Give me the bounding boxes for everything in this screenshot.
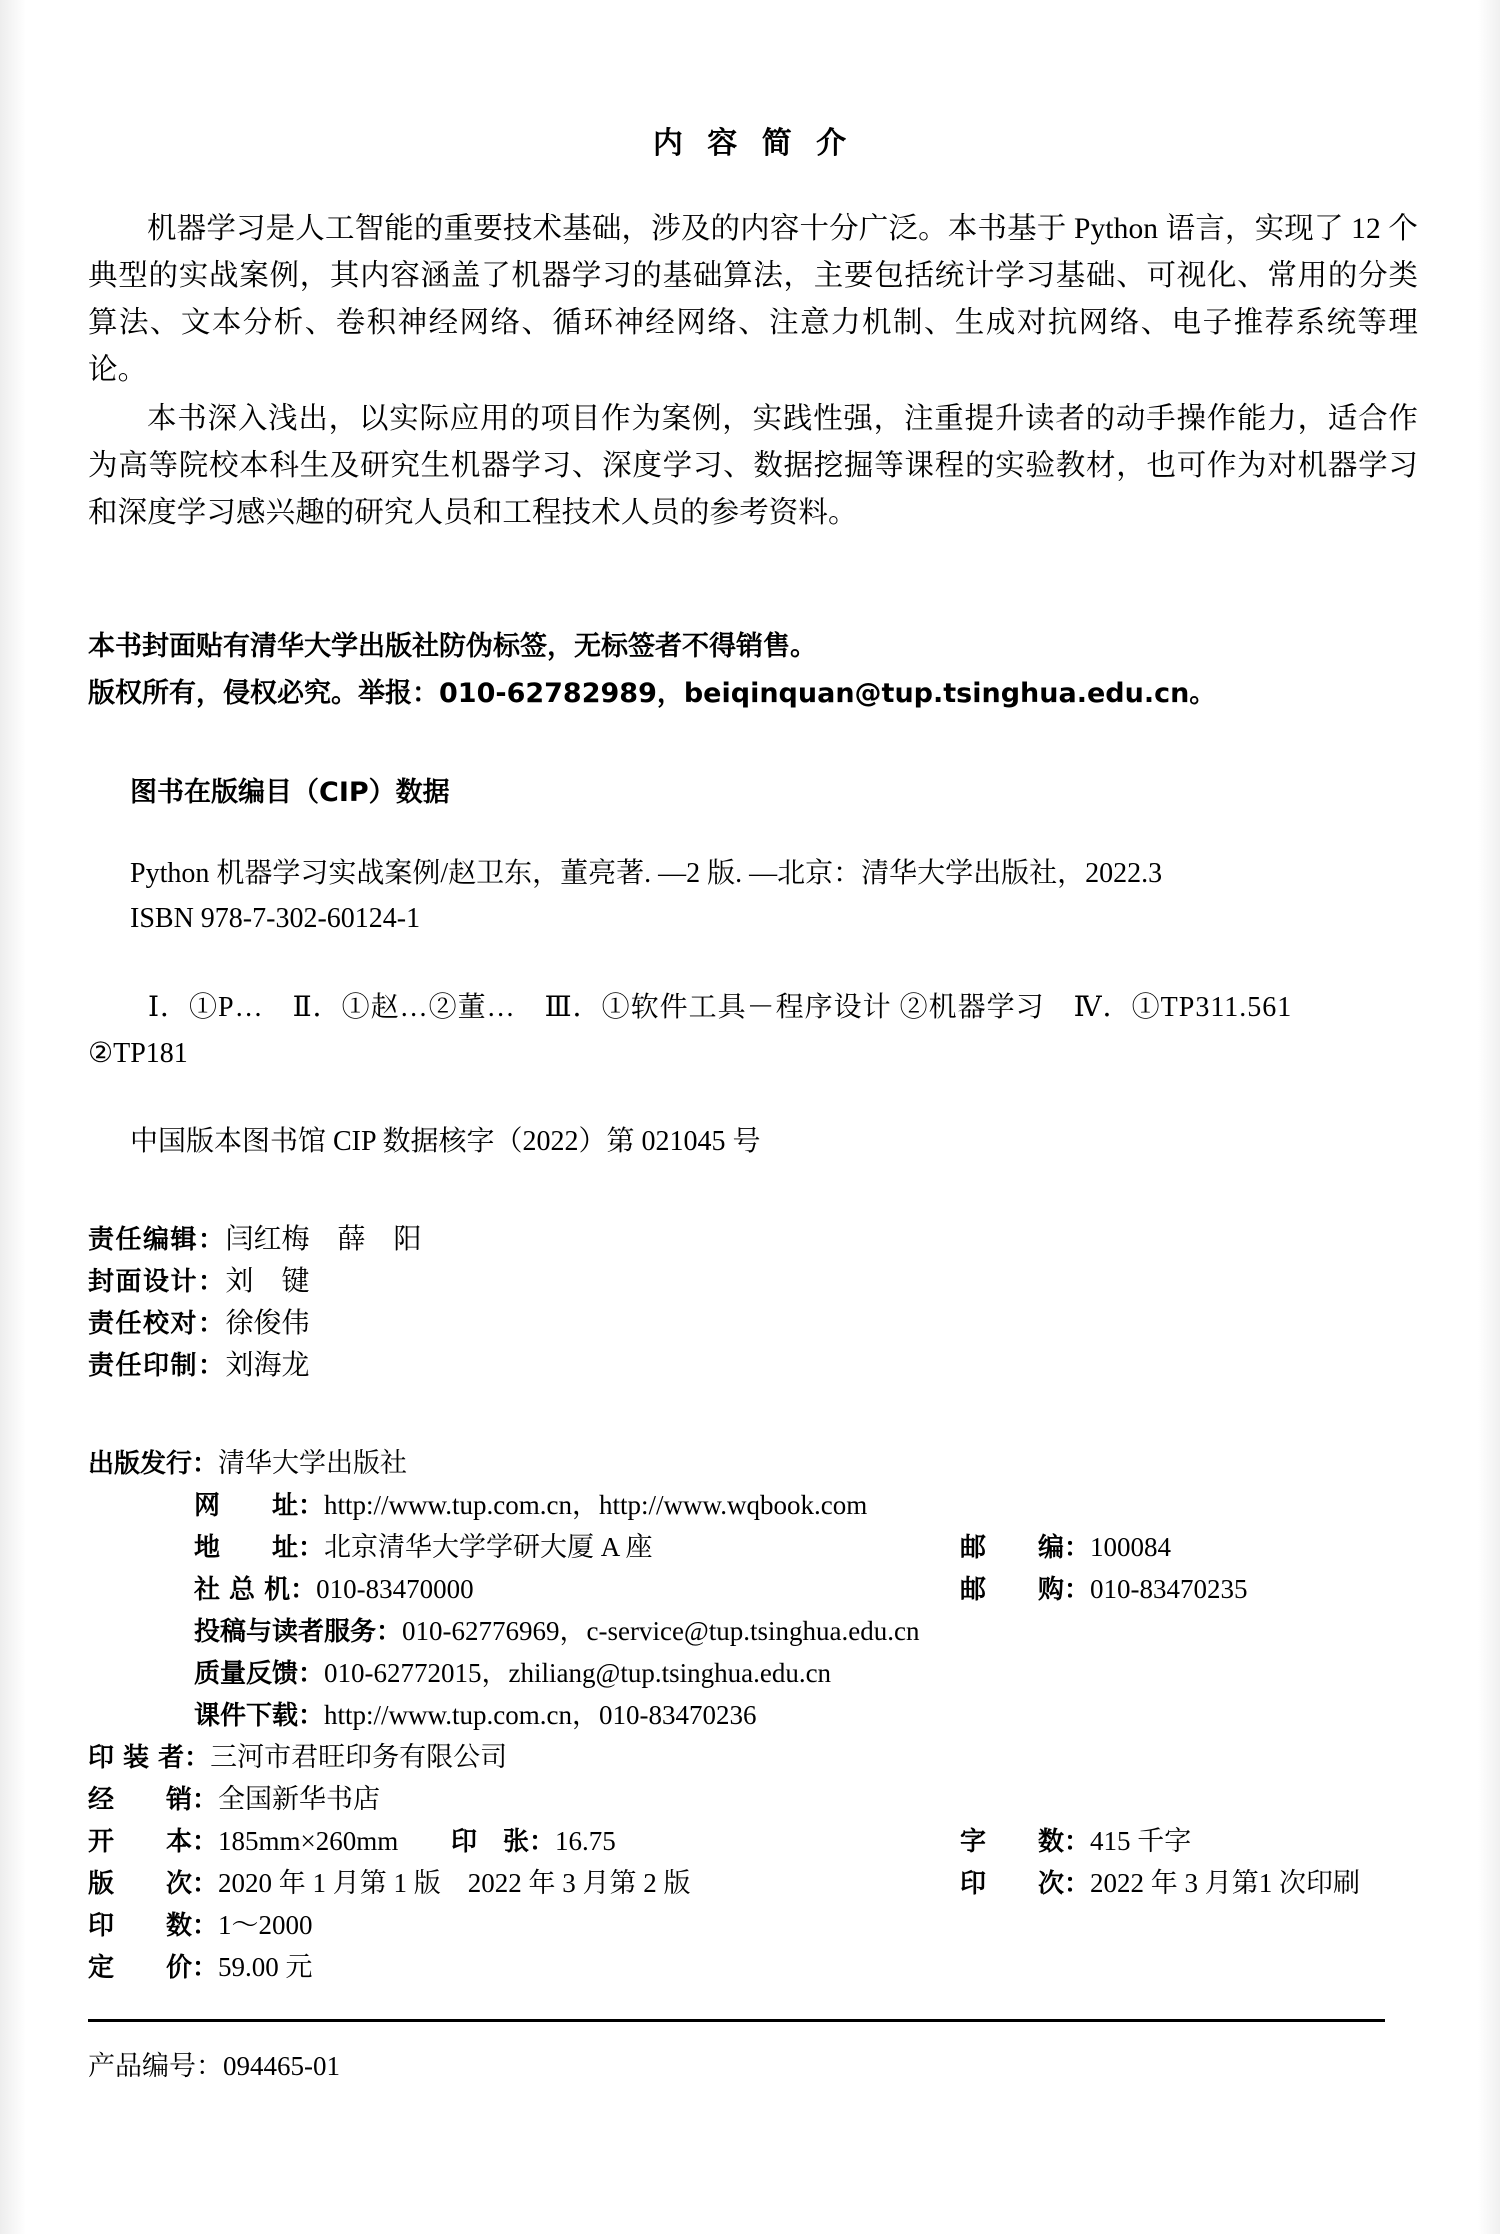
- imprint-value-website[interactable]: http://www.tup.com.cn，http://www.wqbook.com: [324, 1490, 868, 1520]
- imprint-label-switchboard: 社 总 机：: [194, 1575, 317, 1605]
- imprint-value-address: 北京清华大学学研大厦 A 座: [324, 1532, 653, 1562]
- cip-classification: [88, 985, 1418, 1077]
- imprint-value-printrun: 1～2000: [218, 1910, 313, 1940]
- imprint-label-distributor: 经 销：: [88, 1785, 219, 1815]
- imprint-label-price: 定 价：: [88, 1953, 219, 1983]
- imprint-value-impression: 2022 年 3 月第1 次印刷: [1090, 1868, 1361, 1898]
- imprint-row-printrun: [88, 1905, 1418, 1947]
- imprint-value-mailorder: 010-83470235: [1090, 1574, 1248, 1604]
- imprint-row-courseware: [88, 1695, 1418, 1737]
- abstract-paragraph-2: 本书深入浅出，以实际应用的项目作为案例，实践性强，注重提升读者的动手操作能力，适合作为高等院校本科生及研究生机器学习、深度学习、数据挖掘等课程的实验教材，也可作为对机器学习和深度学习感兴趣的研究人员和工程技术人员的参考资料。: [88, 403, 1418, 529]
- copyright-report-line: 版权所有，侵权必究。举报：010-62782989，beiqinquan@tup.tsinghua.edu.cn。: [88, 678, 1217, 709]
- footer-divider: [88, 2019, 1385, 2022]
- credit-label-production: 责任印制：: [88, 1351, 226, 1381]
- cip-record-number: 中国版本图书馆 CIP 数据核字（2022）第 021045 号: [130, 1126, 761, 1157]
- imprint-label-postcode: 邮 编：: [960, 1533, 1091, 1563]
- imprint-value-distributor: 全国新华书店: [218, 1784, 381, 1814]
- imprint-row-submission: [88, 1611, 1418, 1653]
- cip-classification-line-2: ②TP181: [88, 1038, 188, 1069]
- cip-classification-line-1: Ⅰ．①P… Ⅱ．①赵…②董… Ⅲ．①软件工具－程序设计 ②机器学习 Ⅳ．①TP311.561: [148, 992, 1293, 1023]
- abstract-paragraph-1: 机器学习是人工智能的重要技术基础，涉及的内容十分广泛。本书基于 Python 语言，实现了 12 个典型的实战案例，其内容涵盖了机器学习的基础算法，主要包括统计学习基础、可视化、常用的分类算法、文本分析、卷积神经网络、循环神经网络、注意力机制、生成对抗网络、电子推荐系统等理论。: [88, 213, 1418, 386]
- imprint-row-edition: [88, 1863, 1418, 1905]
- imprint-value-sheets: 16.75: [555, 1826, 616, 1856]
- imprint-label-courseware: 课件下载：: [194, 1701, 325, 1731]
- imprint-row-distributor: [88, 1779, 1418, 1821]
- imprint-row-price: [88, 1947, 1418, 1989]
- imprint-label-website: 网 址：: [194, 1491, 325, 1521]
- imprint-row-website: [88, 1485, 1418, 1527]
- credits-section: [88, 1219, 1418, 1387]
- credit-value-editor: 闫红梅 薛 阳: [225, 1224, 422, 1255]
- scan-edge-right: [1478, 0, 1500, 2234]
- imprint-label-format: 开 本：: [88, 1827, 219, 1857]
- credit-value-cover-design: 刘 键: [225, 1266, 310, 1297]
- imprint-value-edition: 2020 年 1 月第 1 版 2022 年 3 月第 2 版: [218, 1868, 691, 1898]
- imprint-value-postcode: 100084: [1090, 1532, 1172, 1562]
- imprint-label-quality: 质量反馈：: [194, 1659, 325, 1689]
- credit-value-production: 刘海龙: [225, 1350, 310, 1381]
- imprint-label-wordcount: 字 数：: [960, 1827, 1091, 1857]
- credit-row-proofreader: [88, 1303, 1418, 1345]
- imprint-group-wordcount: [960, 1821, 1191, 1863]
- product-number: 产品编号：094465-01: [88, 2051, 340, 2081]
- imprint-group-impression: [960, 1863, 1360, 1905]
- imprint-row-quality: [88, 1653, 1418, 1695]
- credit-label-proofreader: 责任校对：: [88, 1309, 226, 1339]
- scan-edge-left: [0, 0, 26, 2234]
- imprint-value-price: 59.00 元: [218, 1952, 313, 1982]
- imprint-row-format: [88, 1821, 1418, 1863]
- imprint-label-submission: 投稿与读者服务：: [194, 1617, 403, 1647]
- cip-heading: 图书在版编目（CIP）数据: [130, 777, 450, 808]
- page-content: [88, 0, 1418, 2083]
- credit-row-editor: [88, 1219, 1418, 1261]
- imprint-row-switchboard: [88, 1569, 1418, 1611]
- imprint-value-format: 185mm×260mm: [218, 1826, 399, 1856]
- imprint-label-mailorder: 邮 购：: [960, 1575, 1091, 1605]
- cip-body: [88, 851, 1418, 941]
- imprint-value-submission: 010-62776969，c-service@tup.tsinghua.edu.cn: [402, 1616, 920, 1646]
- credit-row-cover-design: [88, 1261, 1418, 1303]
- imprint-label-printer: 印 装 者：: [88, 1743, 211, 1773]
- imprint-value-wordcount: 415 千字: [1090, 1826, 1192, 1856]
- credit-row-production: [88, 1345, 1418, 1387]
- imprint-label-publisher: 出版发行：: [88, 1449, 219, 1479]
- imprint-row-address: [88, 1527, 1418, 1569]
- abstract-section: [88, 206, 1418, 537]
- imprint-row-publisher: [88, 1443, 1418, 1485]
- imprint-row-printer: [88, 1737, 1418, 1779]
- imprint-group-mailorder: [960, 1569, 1248, 1611]
- imprint-label-printrun: 印 数：: [88, 1911, 219, 1941]
- imprint-section: [88, 1443, 1418, 1989]
- imprint-value-printer: 三河市君旺印务有限公司: [210, 1742, 508, 1772]
- imprint-label-sheets: 印 张：: [451, 1827, 556, 1857]
- imprint-value-publisher: 清华大学出版社: [218, 1448, 408, 1478]
- page-title: 内 容 简 介: [652, 126, 854, 161]
- credit-label-editor: 责任编辑：: [88, 1225, 226, 1255]
- imprint-value-courseware[interactable]: http://www.tup.com.cn，010-83470236: [324, 1700, 757, 1730]
- anti-counterfeit-notice: [88, 623, 1418, 717]
- imprint-label-impression: 印 次：: [960, 1869, 1091, 1899]
- cip-isbn-line: ISBN 978-7-302-60124-1: [130, 903, 421, 934]
- credit-value-proofreader: 徐俊伟: [225, 1308, 310, 1339]
- imprint-value-quality: 010-62772015，zhiliang@tup.tsinghua.edu.cn: [324, 1658, 832, 1688]
- anti-counterfeit-line: 本书封面贴有清华大学出版社防伪标签，无标签者不得销售。: [88, 631, 817, 662]
- cip-title-line: Python 机器学习实战案例/赵卫东，董亮著. —2 版. —北京：清华大学出版社，2022.3: [130, 858, 1163, 889]
- imprint-value-switchboard: 010-83470000: [316, 1574, 474, 1604]
- credit-label-cover-design: 封面设计：: [88, 1267, 226, 1297]
- imprint-label-address: 地 址：: [194, 1533, 325, 1563]
- imprint-label-edition: 版 次：: [88, 1869, 219, 1899]
- imprint-group-postcode: [960, 1527, 1171, 1569]
